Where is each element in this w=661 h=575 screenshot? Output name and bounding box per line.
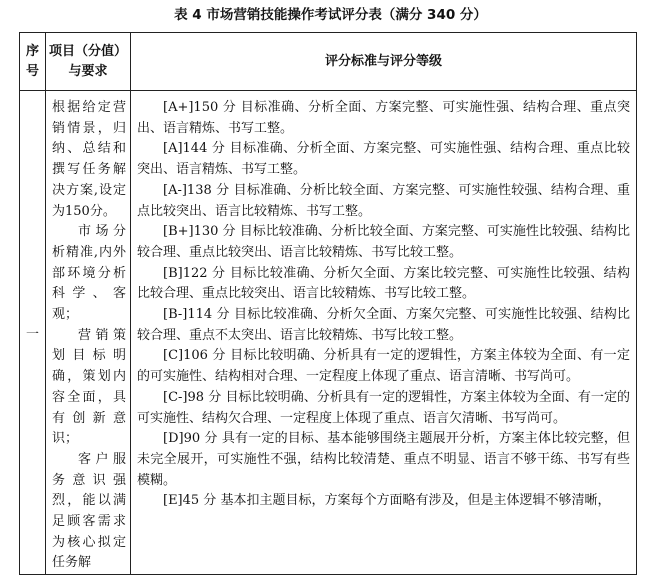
- item-paragraph: 营销策划目标明确，策划内容全面，具有创新意识；: [52, 327, 126, 447]
- item-paragraph: 市场分析精准,内外部环境分析科学、客观；: [52, 224, 126, 323]
- table-row: [20, 91, 637, 575]
- item-paragraph: 客户服务意识强烈，能以满足顾客需求为核心拟定任务解: [52, 451, 126, 571]
- grade-b-minus: [B-]114 分 目标比较准确、分析欠全面、方案欠完整、可实施性比较强、结构比较合理、重点不太突出、语言比较精炼、书写比较工整。: [137, 307, 630, 343]
- item-paragraph: 根据给定营销情景，归纳、总结和撰写任务解决方案,设定为150分。: [52, 100, 126, 219]
- grade-c: [C]106 分 目标比较明确、分析具有一定的逻辑性，方案主体较为全面、有一定的可实施性、结构相对合理、一定程度上体现了重点、语言清晰、书写尚可。: [137, 348, 630, 385]
- item-requirement-cell: [46, 91, 131, 575]
- row-serial-number: 一: [20, 91, 46, 575]
- header-row: [20, 33, 637, 91]
- grade-a: [A]144 分 目标准确、分析全面、方案完整、可实施性强、结构合理、重点比较突出、语言精炼、书写工整。: [137, 141, 630, 178]
- grade-a-plus: [A+]150 分 目标准确、分析全面、方案完整、可实施性强、结构合理、重点突出、语言精炼、书写工整。: [137, 100, 630, 136]
- grade-a-minus: [A-]138 分 目标准确、分析比较全面、方案完整、可实施性较强、结构合理、重点比较突出、语言比较精炼、书写工整。: [137, 182, 630, 219]
- table-title: 表 4 市场营销技能操作考试评分表（满分 340 分）: [174, 7, 487, 23]
- grade-c-minus: [C-]98 分 目标比较明确、分析具有一定的逻辑性，方案主体较为全面、有一定的可实施性、结构欠合理、一定程度上体现了重点、语言欠清晰、书写尚可。: [137, 389, 630, 426]
- grade-b-plus: [B+]130 分 目标比较准确、分析比较全面、方案完整、可实施性比较强、结构比较合理、重点比较突出、语言比较精炼、书写比较工整。: [137, 224, 630, 260]
- grade-e: [E]45 分 基本扣主题目标，方案每个方面略有涉及，但是主体逻辑不够清晰，: [163, 493, 611, 509]
- scoring-table: [19, 32, 637, 575]
- header-serial-number: 序号: [20, 33, 46, 91]
- header-scoring-standard: 评分标准与评分等级: [131, 33, 637, 91]
- header-item-requirement: 项目（分值）与要求: [46, 33, 131, 91]
- scoring-standard-cell: [131, 91, 637, 575]
- grade-d: [D]90 分 具有一定的目标、基本能够围绕主题展开分析，方案主体比较完整，但未完全展开，可实施性不强，结构比较清楚、重点不明显、语言不够干练、书写有些模糊。: [137, 431, 630, 488]
- grade-b: [B]122 分 目标比较准确、分析欠全面、方案比较完整、可实施性比较强、结构比较合理、重点比较突出、语言比较精炼、书写比较工整。: [137, 265, 630, 302]
